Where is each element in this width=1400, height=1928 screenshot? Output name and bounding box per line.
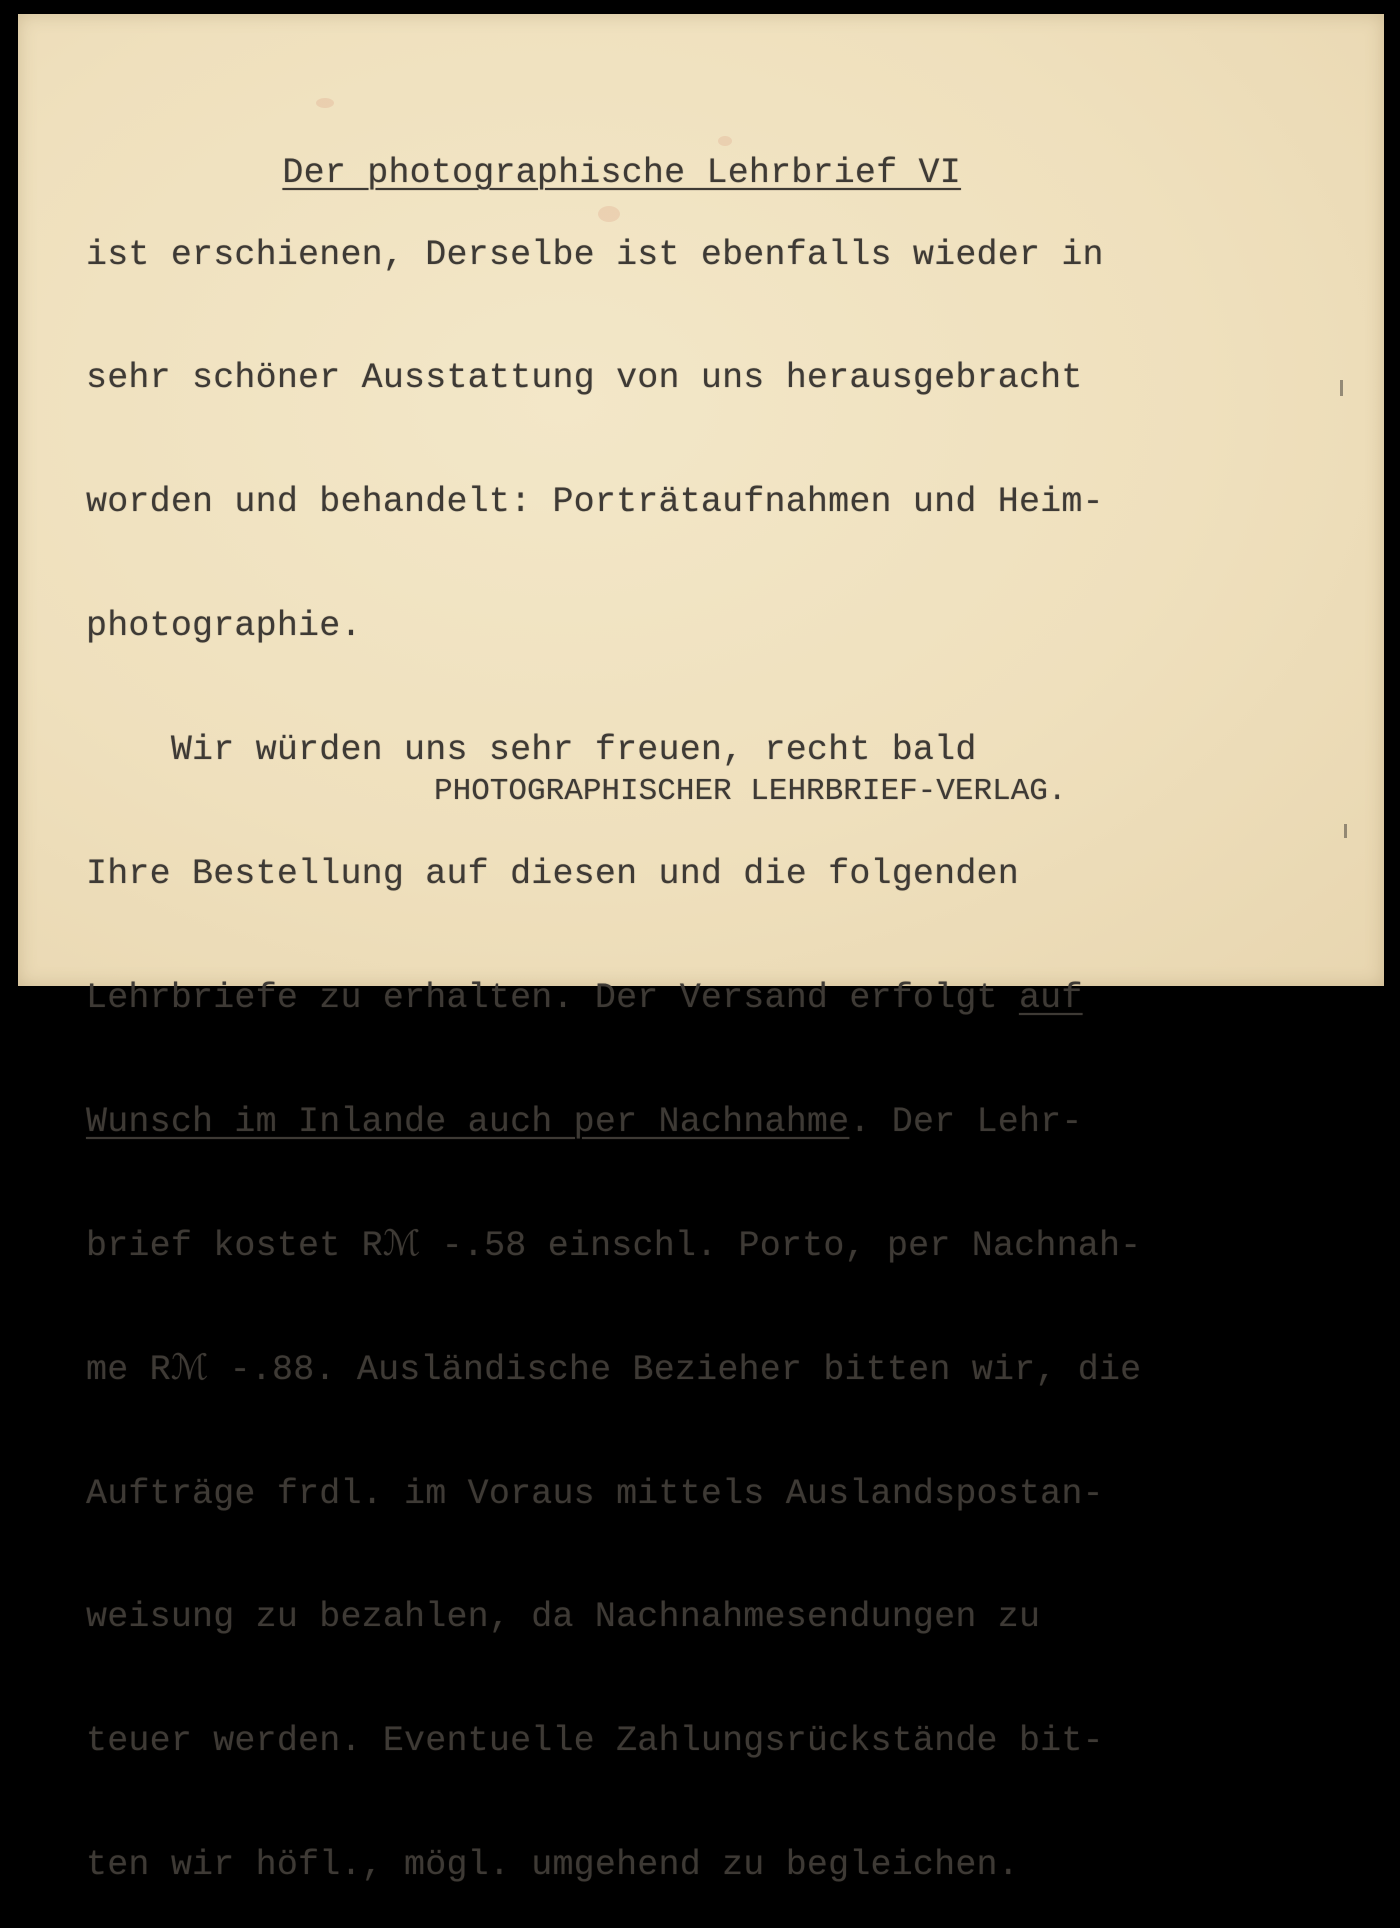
body-line-with-underline bbox=[86, 1102, 1141, 1143]
body-line: Aufträge frdl. im Voraus mittels Auslandspostan- bbox=[86, 1473, 1104, 1514]
body-line: ten wir höfl., mögl. umgehend zu begleichen. bbox=[86, 1845, 1019, 1886]
underlined-text: auf bbox=[1018, 977, 1083, 1018]
body-line: photographie. bbox=[86, 606, 362, 647]
body-line: Wir würden uns sehr freuen, recht bald bbox=[86, 730, 977, 771]
signature-line: PHOTOGRAPHISCHER LEHRBRIEF-VERLAG. bbox=[434, 774, 1067, 809]
edge-mark bbox=[1340, 380, 1343, 396]
body-line: worden und behandelt: Porträtaufnahmen und Heim- bbox=[86, 482, 1104, 523]
body-line: teuer werden. Eventuelle Zahlungsrückstände bit- bbox=[86, 1721, 1104, 1762]
heading-text: Der photographische Lehrbrief VI bbox=[282, 153, 961, 194]
body-line-text: . Der Lehr- bbox=[849, 1101, 1083, 1142]
body-line: Ihre Bestellung auf diesen und die folgenden bbox=[86, 854, 1019, 895]
underlined-text: Wunsch im Inlande auch per Nachnahme bbox=[86, 1101, 850, 1142]
body-line: brief kostet Rℳ -.58 einschl. Porto, per Nachnah- bbox=[86, 1225, 1142, 1266]
body-line: weisung zu bezahlen, da Nachnahmesendungen zu bbox=[86, 1597, 1041, 1638]
body-line: me Rℳ -.88. Ausländische Bezieher bitten wir, die bbox=[86, 1349, 1142, 1390]
letter-body bbox=[86, 152, 1141, 1928]
edge-mark bbox=[1344, 824, 1347, 838]
ink-stain bbox=[316, 98, 334, 108]
body-line-text: Lehrbriefe zu erhalten. Der Versand erfolgt bbox=[86, 977, 1019, 1018]
body-line-with-underline bbox=[86, 978, 1141, 1019]
body-line: sehr schöner Ausstattung von uns herausgebracht bbox=[86, 358, 1083, 399]
body-line: ist erschienen, Derselbe ist ebenfalls wieder in bbox=[86, 234, 1104, 275]
